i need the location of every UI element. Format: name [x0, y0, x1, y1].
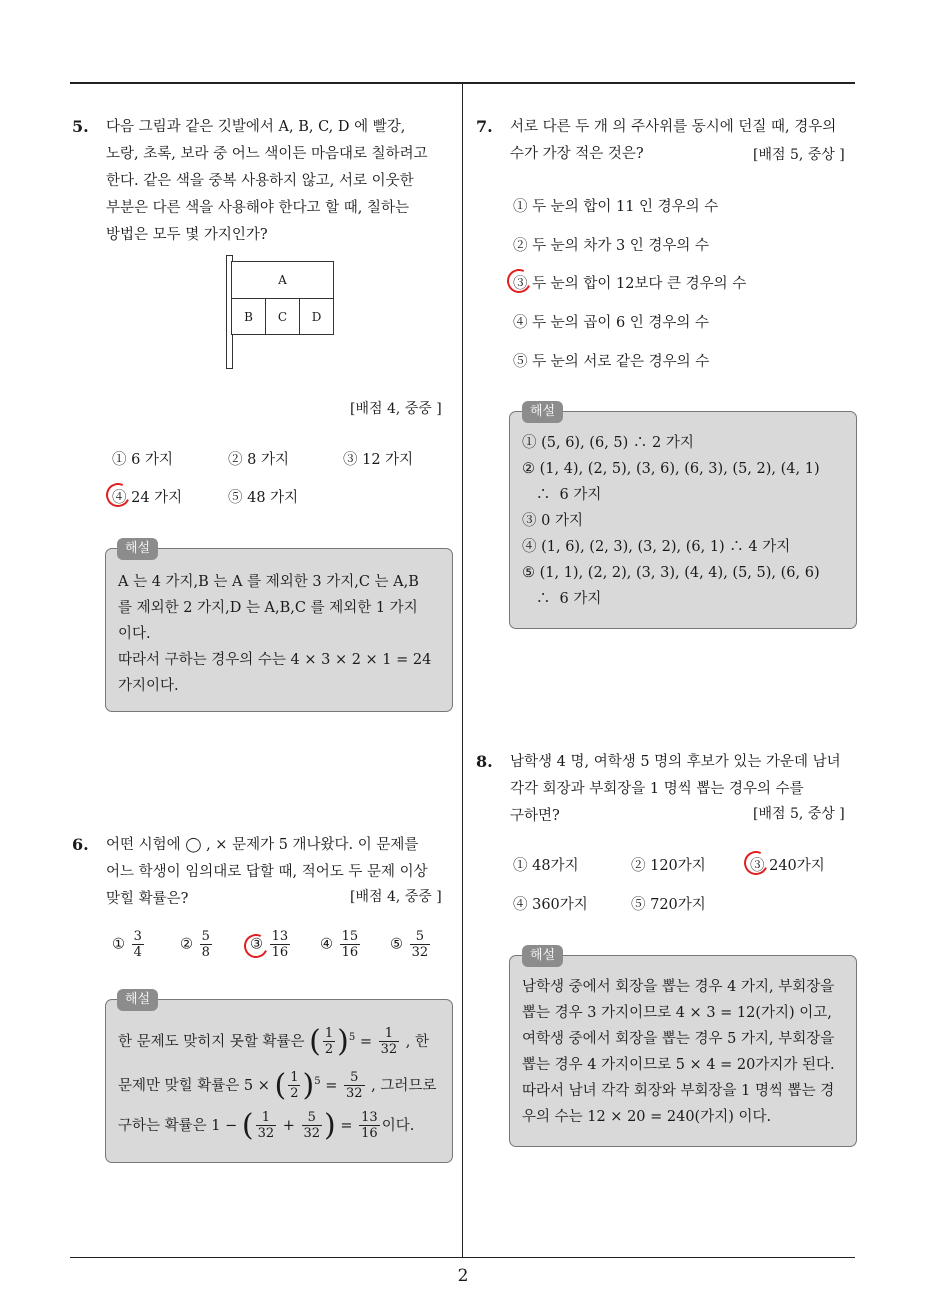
column-divider [462, 83, 463, 1258]
denominator: 2 [324, 1042, 334, 1058]
numerator: 1 [379, 1026, 400, 1042]
fraction [340, 929, 361, 960]
q7-choice-5[interactable]: ⑤ 두 눈의 서로 같은 경우의 수 [513, 354, 710, 370]
q6-explanation-badge: 해설 [117, 989, 158, 1011]
q8-line: 구하면? [510, 808, 560, 824]
numerator: 13 [271, 929, 289, 944]
q7-exp-line: ∴ 6 가지 [522, 487, 602, 503]
q7-exp-line: ∴ 6 가지 [522, 591, 602, 607]
q7-choice-3[interactable]: ③ 두 눈의 합이 12보다 큰 경우의 수 [513, 276, 747, 292]
choice-symbol: ① [112, 936, 125, 953]
numerator: 3 [133, 929, 142, 944]
q8-line: 각각 회장과 부회장을 1 명씩 뽑는 경우의 수를 [510, 781, 804, 797]
q8-choice-3[interactable]: ③ 240가지 [750, 858, 825, 874]
q6-explanation-box [105, 999, 453, 1163]
q8-exp-line: 따라서 남녀 각각 회장와 부회장을 1 명씩 뽑는 경 [522, 1083, 835, 1099]
equals: = [359, 1033, 372, 1050]
q5-exp-line: 가지이다. [118, 678, 179, 694]
exponent: 5 [348, 1032, 356, 1043]
q8-exp-line: 뽑는 경우 4 가지이므로 5 × 4 = 20가지가 된다. [522, 1057, 835, 1073]
choice-symbol: ③ [250, 936, 263, 953]
flag-cell-c: C [265, 298, 300, 335]
q5-line: 방법은 모두 몇 가지인가? [106, 227, 268, 243]
fraction [323, 1026, 335, 1057]
choice-symbol: ② [180, 936, 193, 953]
q5-exp-line: A 는 4 가지,B 는 A 를 제외한 3 가지,C 는 A,B [118, 574, 419, 590]
numerator: 1 [290, 1070, 299, 1086]
q7-exp-line: ④ (1, 6), (2, 3), (3, 2), (6, 1) ∴ 4 가지 [522, 539, 791, 555]
q6-line: 어떤 시험에 ◯ , × 문제가 5 개나왔다. 이 문제를 [106, 837, 419, 853]
flag-cell-a: A [231, 261, 334, 299]
exp-text: , 한 [405, 1033, 429, 1050]
equals: = [325, 1077, 338, 1094]
q5-choice-5[interactable]: ⑤ 48 가지 [228, 490, 299, 506]
q8-choice-2[interactable]: ② 120가지 [631, 858, 706, 874]
numerator: 1 [256, 1110, 277, 1126]
q8-choice-5[interactable]: ⑤ 720가지 [631, 897, 706, 913]
q5-meta: [배점 4, 중중 ] [350, 401, 442, 417]
denominator: 32 [303, 1126, 321, 1142]
q6-line: 어느 학생이 임의대로 답할 때, 적어도 두 문제 이상 [106, 864, 428, 880]
denominator: 32 [257, 1126, 275, 1142]
q5-choice-1[interactable]: ① 6 가지 [112, 452, 173, 468]
q7-number: 7. [476, 117, 493, 136]
fraction [359, 1110, 380, 1141]
q6-exp-line-2 [118, 1062, 440, 1106]
q5-line: 노랑, 초록, 보라 중 어느 색이든 마음대로 칠하려고 [106, 146, 428, 162]
denominator: 16 [361, 1126, 378, 1142]
paren: ) [302, 1067, 315, 1103]
q5-choice-4[interactable]: ④ 24 가지 [112, 490, 183, 506]
q8-exp-line: 여학생 중에서 회장을 뽑는 경우 5 가지, 부회장을 [522, 1031, 835, 1047]
q5-choice-3[interactable]: ③ 12 가지 [343, 452, 414, 468]
q6-choice-4[interactable] [320, 929, 362, 960]
numerator: 5 [302, 1110, 323, 1126]
numerator: 13 [361, 1110, 378, 1126]
denominator: 32 [345, 1086, 363, 1102]
q6-choice-5[interactable] [390, 929, 432, 960]
exp-text: 한 문제도 맞히지 못할 확률은 [118, 1033, 305, 1050]
numerator: 5 [410, 929, 431, 945]
q8-explanation-badge: 해설 [522, 945, 563, 967]
fraction [410, 929, 431, 960]
q8-meta: [배점 5, 중상 ] [753, 806, 845, 822]
q8-line: 남학생 4 명, 여학생 5 명의 후보가 있는 가운데 남녀 [510, 754, 841, 770]
fraction [132, 929, 144, 960]
denominator: 4 [133, 945, 142, 960]
q6-line: 맞힐 확률은? [106, 891, 189, 907]
paren: ) [337, 1023, 349, 1059]
numerator: 5 [344, 1070, 365, 1086]
fraction [270, 929, 291, 960]
q7-meta: [배점 5, 중상 ] [753, 147, 845, 163]
q7-line: 서로 다른 두 개 의 주사위를 동시에 던질 때, 경우의 [510, 119, 837, 135]
plus: + [282, 1117, 295, 1134]
q7-exp-line: ③ 0 가지 [522, 513, 583, 529]
q6-choice-2[interactable] [180, 929, 214, 960]
denominator: 32 [411, 945, 429, 960]
exp-text: , 그러므로 [371, 1077, 437, 1094]
q5-number: 5. [72, 117, 89, 136]
q8-number: 8. [476, 752, 493, 771]
flag-cell-b: B [231, 298, 266, 335]
q6-choice-1[interactable] [112, 929, 146, 960]
fraction [256, 1110, 277, 1141]
fraction [288, 1070, 300, 1101]
q5-line: 부분은 다른 색을 사용해야 한다고 할 때, 칠하는 [106, 200, 410, 216]
q8-explanation-box [509, 955, 857, 1147]
fraction [379, 1026, 400, 1057]
q7-choice-1[interactable]: ① 두 눈의 합이 11 인 경우의 수 [513, 199, 719, 215]
paren: ( [241, 1107, 254, 1143]
denominator: 32 [380, 1042, 398, 1058]
q8-exp-line: 남학생 중에서 회장을 뽑는 경우 4 가지, 부회장을 [522, 979, 835, 995]
numerator: 1 [324, 1026, 334, 1042]
exponent: 5 [314, 1075, 321, 1087]
paren: ( [274, 1067, 287, 1103]
q6-number: 6. [72, 835, 89, 854]
fraction [200, 929, 212, 960]
denominator: 16 [271, 945, 289, 960]
q7-line: 수가 가장 적은 것은? [510, 146, 644, 162]
q6-meta: [배점 4, 중중 ] [350, 889, 442, 905]
q7-explanation-box [509, 411, 857, 629]
choice-symbol: ⑤ [390, 936, 403, 953]
exp-text: 이다. [381, 1117, 415, 1134]
q5-exp-line: 따라서 구하는 경우의 수는 4 × 3 × 2 × 1 = 24 [118, 652, 432, 668]
flag-cell-d: D [299, 298, 334, 335]
paren: ) [324, 1107, 336, 1143]
q5-choice-2[interactable]: ② 8 가지 [228, 452, 289, 468]
fraction [302, 1110, 323, 1141]
q8-exp-line: 우의 수는 12 × 20 = 240(가지) 이다. [522, 1109, 772, 1125]
q6-exp-line-1 [118, 1018, 440, 1062]
q5-exp-line: 를 제외한 2 가지,D 는 A,B,C 를 제외한 1 가지 [118, 600, 418, 616]
denominator: 2 [290, 1086, 299, 1102]
q6-exp-line-3 [118, 1106, 440, 1146]
q8-exp-line: 뽑는 경우 3 가지이므로 4 × 3 = 12(가지) 이고, [522, 1005, 832, 1021]
q5-text [106, 114, 428, 249]
numerator: 5 [201, 929, 210, 944]
q8-choice-1[interactable]: ① 48가지 [513, 858, 579, 874]
q7-exp-line: ① (5, 6), (6, 5) ∴ 2 가지 [522, 435, 694, 451]
bottom-rule [70, 1257, 855, 1258]
q7-choice-2[interactable]: ② 두 눈의 차가 3 인 경우의 수 [513, 238, 710, 254]
denominator: 16 [341, 945, 359, 960]
equals: = [340, 1117, 353, 1134]
exp-text: 구하는 확률은 1 − [118, 1117, 238, 1134]
paren: ( [309, 1023, 321, 1059]
q5-line: 한다. 같은 색을 중복 사용하지 않고, 서로 이웃한 [106, 173, 414, 189]
q5-explanation-box [105, 548, 453, 712]
q7-exp-line: ⑤ (1, 1), (2, 2), (3, 3), (4, 4), (5, 5), (6, 6) [522, 565, 820, 581]
denominator: 8 [201, 945, 210, 960]
page-number: 2 [457, 1266, 469, 1286]
fraction [344, 1070, 365, 1101]
q5-explanation-badge: 해설 [117, 538, 158, 560]
numerator: 15 [341, 929, 359, 944]
q7-explanation-badge: 해설 [522, 401, 563, 423]
q5-exp-line: 이다. [118, 626, 151, 642]
q8-choice-4[interactable]: ④ 360가지 [513, 897, 588, 913]
q7-choice-4[interactable]: ④ 두 눈의 곱이 6 인 경우의 수 [513, 315, 710, 331]
exp-text: 문제만 맞힐 확률은 5 × [118, 1077, 270, 1094]
q7-exp-line: ② (1, 4), (2, 5), (3, 6), (6, 3), (5, 2), (4, 1) [522, 461, 820, 477]
choice-symbol: ④ [320, 936, 333, 953]
q5-line: 다음 그림과 같은 깃발에서 A, B, C, D 에 빨강, [106, 119, 406, 135]
